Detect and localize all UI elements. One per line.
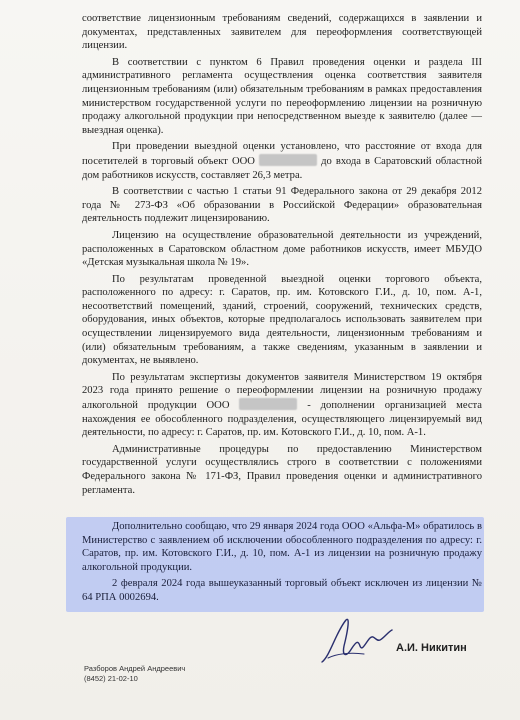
paragraph: В соответствии с пунктом 6 Правил проведения оценки и раздела III административного регламента осуществления оценка соответствия заявителя лицензионным требованиям (или) обязательным требованиям в рамках предоставления министерством государственной услуги по переоформлению лицензии на розничную продажу алкогольной продукции при непосредственном выезде к заявителю (далее — выездная оценка). <box>82 56 482 136</box>
paragraph: Лицензию на осуществление образовательной деятельности из учреждений, расположенных в Саратовском областном доме работников искусств, имеет МБУДО «Детская музыкальная школа № 19». <box>82 229 482 269</box>
executor-name: Разборов Андрей Андреевич <box>84 664 186 673</box>
paragraph-text: до входа в Саратовский областной дом работников искусств, составляет 26,3 метра. <box>82 155 483 181</box>
highlighted-paragraph: 2 февраля 2024 года вышеуказанный торговый объект исключен из лицензии № 64 РПА 0002694. <box>82 578 482 603</box>
signer-name: А.И. Никитин <box>396 642 467 654</box>
paragraph-text: При проведении выездной оценки установлено, что расстояние от входа для посетителей в торговый объект ООО <box>82 141 482 167</box>
executor-info <box>84 664 185 684</box>
redacted-company-name <box>239 398 297 410</box>
redacted-company-name <box>259 154 317 166</box>
highlighted-paragraph: Дополнительно сообщаю, что 29 января 2024 года ООО «Альфа-М» обратилось в Министерство с заявлением об исключении обособленного подразделения по адресу: г. Саратов, пр. им. Котовского Г.И., д. 10, пом. А-1 из лицензии на розничную продажу алкогольной продукции. <box>82 521 482 573</box>
letter-body <box>82 12 482 500</box>
highlighted-text <box>82 520 482 608</box>
paragraph-expertise <box>82 371 482 440</box>
paragraph-distance <box>82 140 482 182</box>
paragraph: В соответствии с частью 1 статьи 91 Федерального закона от 29 декабря 2012 года № 273-ФЗ «Об образовании в Российской Федерации» образовательная деятельность подлежит лицензированию. <box>82 186 482 225</box>
executor-phone: (8452) 21-02-10 <box>84 674 138 683</box>
paragraph-text: По результатам экспертизы документов заявителя Министерством 19 октября 2023 года принято решение о переоформлении лицензии на розничную продажу алкогольной продукции ООО <box>82 371 482 412</box>
handwritten-signature <box>316 612 396 672</box>
paragraph: По результатам проведенной выездной оценки торгового объекта, расположенного по адресу: г. Саратов, пр. им. Котовского Г.И., д. 10, пом. А-1, несоответствий помещений, зданий, строений, сооружений, технических средств, оборудования, иных объектов, которые предполагалось использовать заявителем при осуществлении лицензируемого вида деятельности, лицензионным требованиям и (или) обязательным требованиям, а также сведениям, указанным в заявлении и документах, не выявлено. <box>82 273 482 367</box>
paragraph-text: - дополнении организацией места нахождения ее обособленного подразделения, осуществляющего лицензируемый вид деятельности, по адресу: г. Саратов, пр. им. Котовского Г.И., д. 10, пом. А-1. <box>82 400 483 439</box>
paragraph: Административные процедуры по предоставлению Министерством государственной услуги осуществлялись строго в соответствии с положениями Федерального закона № 171-ФЗ, Правил проведения оценки и административного регламента. <box>82 443 482 496</box>
paragraph: соответствие лицензионным требованиям сведений, содержащихся в заявлении и документах, представленных заявителем для переоформления соответствующей лицензии. <box>82 13 482 52</box>
